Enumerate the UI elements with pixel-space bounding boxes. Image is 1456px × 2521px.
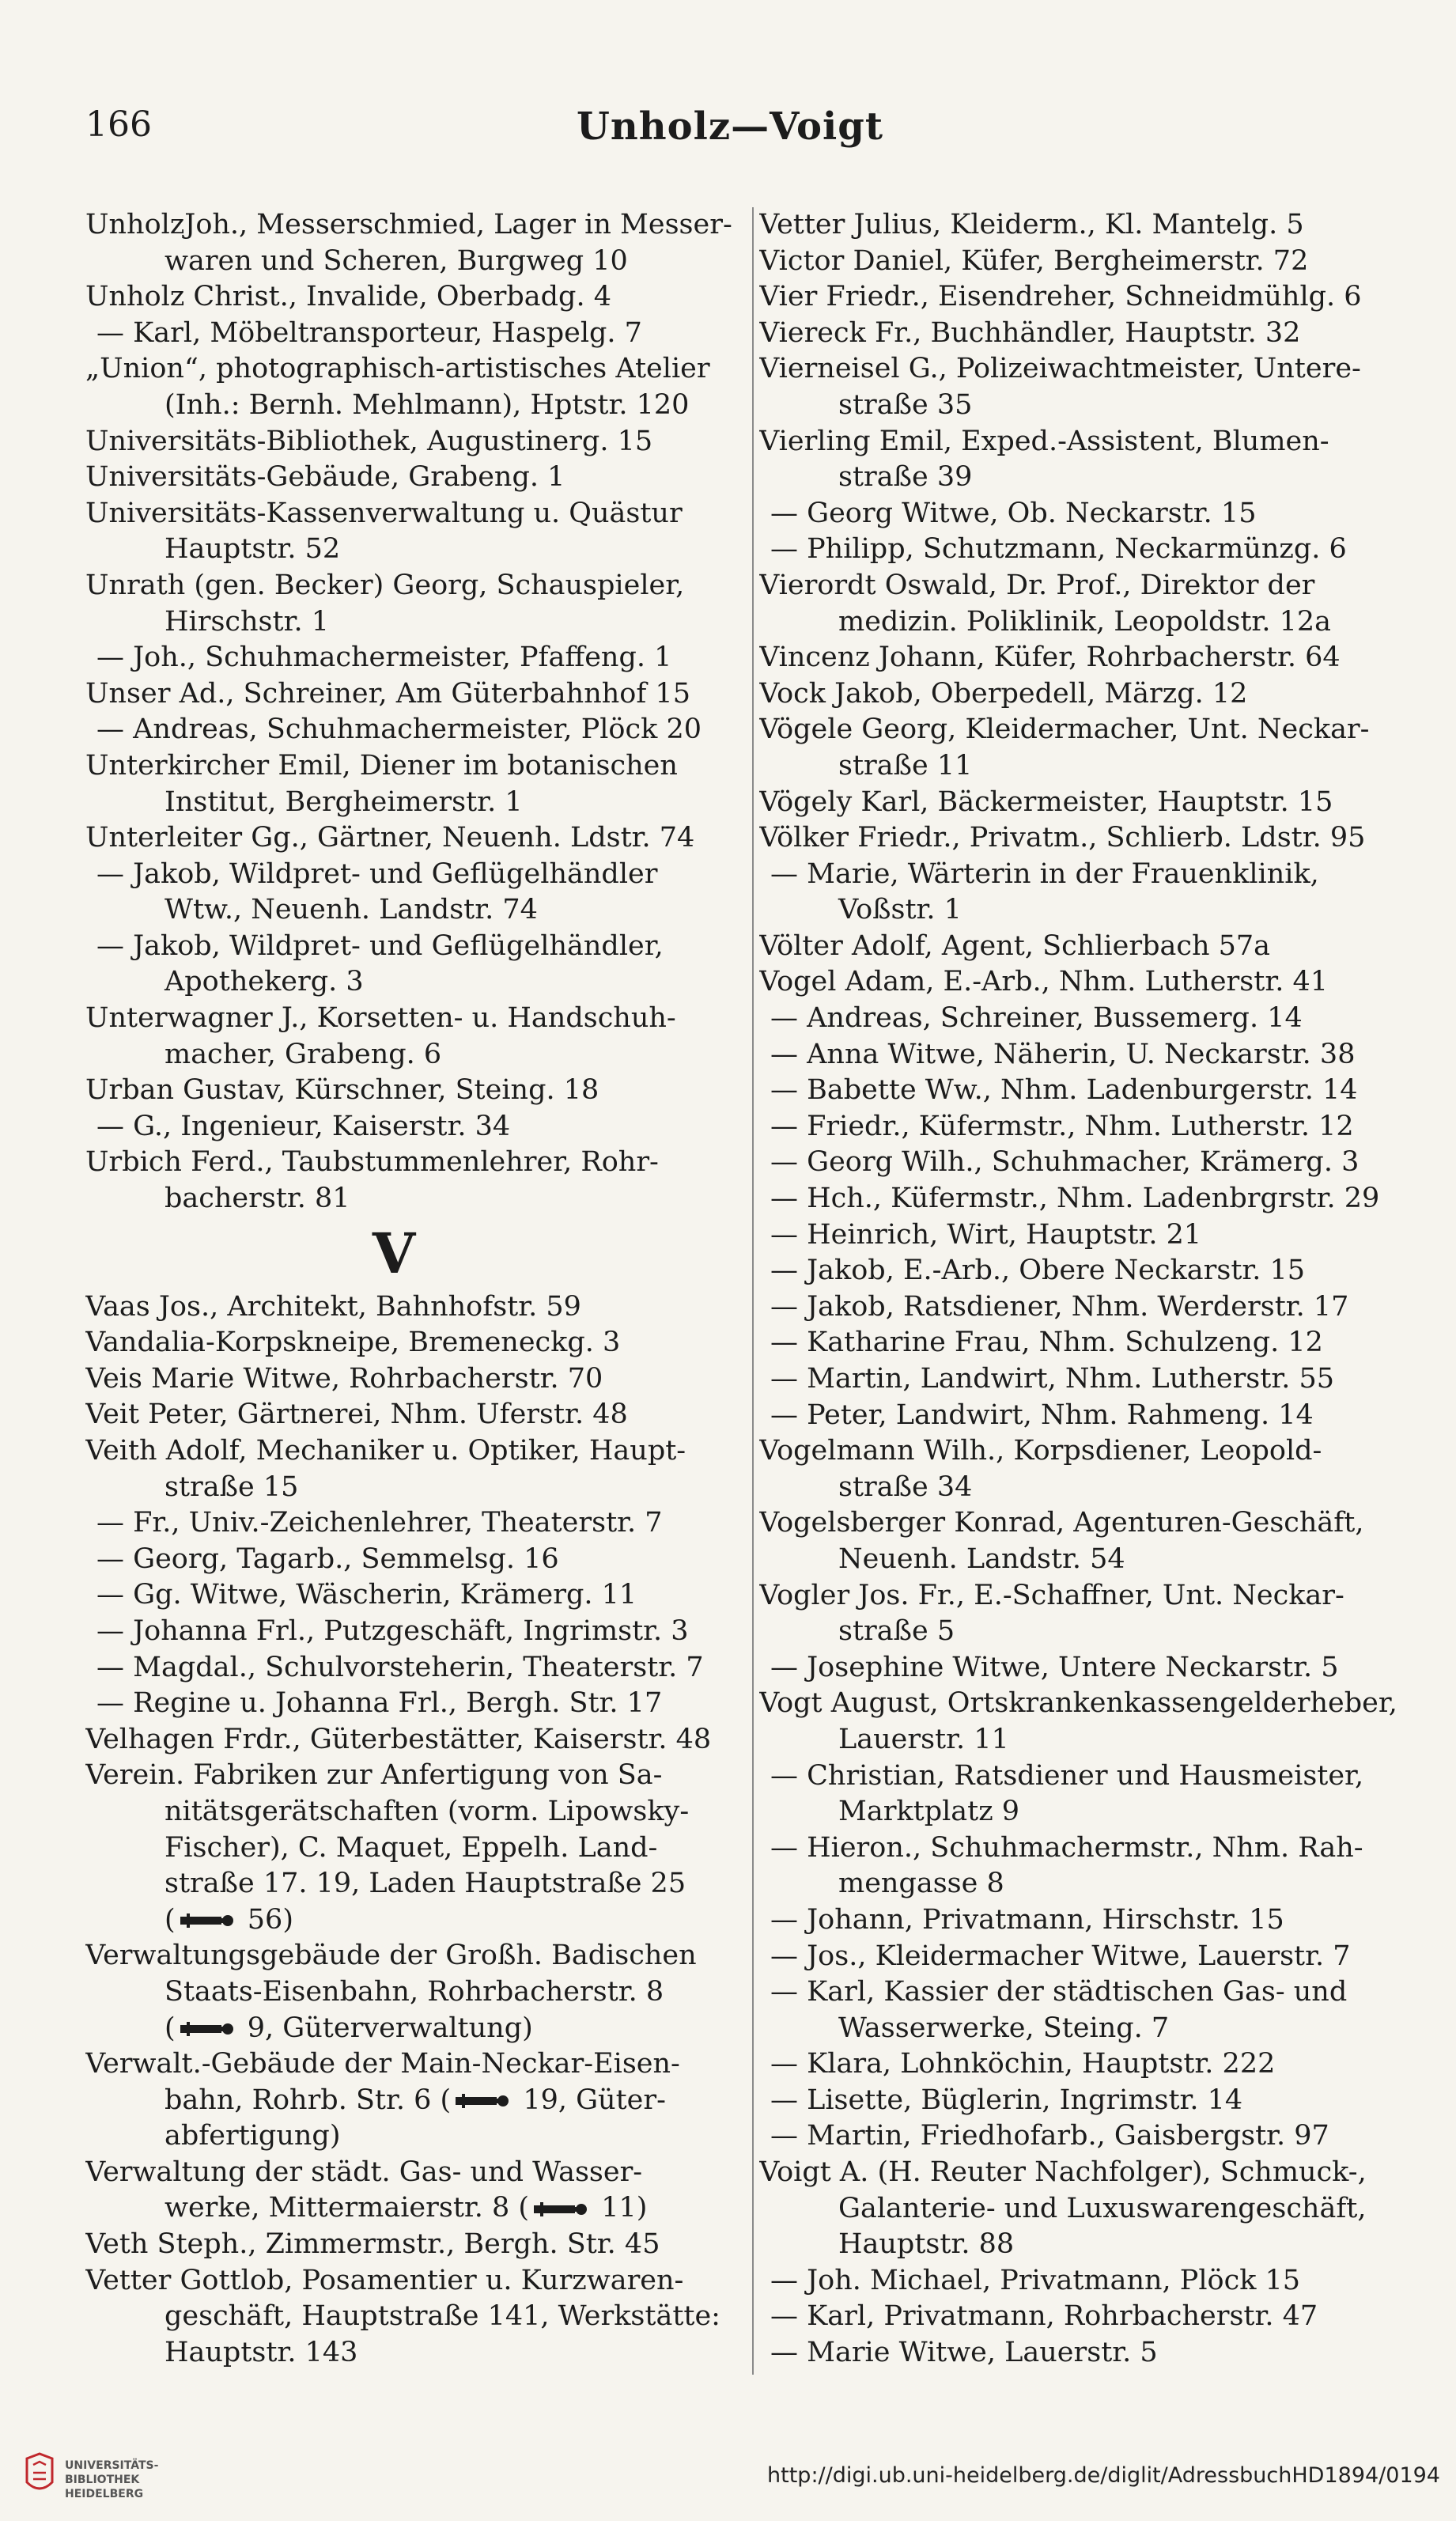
directory-entry: — Heinrich, Wirt, Hauptstr. 21: [770, 1218, 1202, 1251]
directory-entry: Veis Marie Witwe, Rohrbacherstr. 70: [85, 1362, 603, 1395]
entry-continuation: Staats-Eisenbahn, Rohrbacherstr. 8: [165, 1975, 664, 2008]
entry-continuation: macher, Grabeng. 6: [165, 1038, 442, 1070]
entry-continuation: (Inh.: Bernh. Mehlmann), Hptstr. 120: [165, 388, 690, 421]
directory-entry: Völter Adolf, Agent, Schlierbach 57a: [759, 929, 1271, 962]
directory-entry: Völker Friedr., Privatm., Schlierb. Ldstr. 95: [759, 822, 1366, 854]
directory-entry: — Johann, Privatmann, Hirschstr. 15: [770, 1903, 1284, 1936]
directory-entry: Unrath (gen. Becker) Georg, Schauspieler,: [85, 569, 685, 601]
directory-entry: — Regine u. Johanna Frl., Bergh. Str. 17: [96, 1687, 663, 1720]
directory-entry: — Georg, Tagarb., Semmelsg. 16: [96, 1543, 559, 1575]
directory-entry: Vier Friedr., Eisendreher, Schneidmühlg. 6: [759, 281, 1362, 313]
directory-entry: Victor Daniel, Küfer, Bergheimerstr. 72: [759, 244, 1309, 277]
directory-entry: — Jos., Kleidermacher Witwe, Lauerstr. 7: [770, 1940, 1351, 1972]
directory-entry: — Jakob, E.-Arb., Obere Neckarstr. 15: [770, 1255, 1306, 1287]
entry-continuation: straße 17. 19, Laden Hauptstraße 25: [165, 1868, 686, 1900]
directory-entry: — Hch., Küfermstr., Nhm. Ladenbrgrstr. 29: [770, 1183, 1380, 1215]
directory-entry: Veit Peter, Gärtnerei, Nhm. Uferstr. 48: [85, 1399, 628, 1431]
directory-entry: Urban Gustav, Kürschner, Steing. 18: [85, 1074, 599, 1107]
source-url[interactable]: http://digi.ub.uni-heidelberg.de/diglit/AdressbuchHD1894/0194: [767, 2463, 1440, 2488]
entry-continuation: Apothekerg. 3: [165, 966, 364, 998]
entry-continuation: Hauptstr. 88: [838, 2228, 1015, 2261]
directory-entry: — Philipp, Schutzmann, Neckarmünzg. 6: [770, 533, 1347, 566]
logo-text: UNIVERSITÄTS- BIBLIOTHEK HEIDELBERG: [65, 2459, 159, 2500]
directory-entry: Vogel Adam, E.-Arb., Nhm. Lutherstr. 41: [759, 966, 1328, 998]
directory-entry: Unterleiter Gg., Gärtner, Neuenh. Ldstr. 74: [85, 822, 695, 854]
directory-entry: Veith Adolf, Mechaniker u. Optiker, Haupt-: [85, 1435, 686, 1467]
section-letter: V: [372, 1220, 416, 1286]
entry-continuation: straße 39: [838, 461, 973, 494]
directory-entry: — Karl, Kassier der städtischen Gas- und: [770, 1976, 1348, 2008]
directory-entry: — Jakob, Ratsdiener, Nhm. Werderstr. 17: [770, 1290, 1349, 1323]
entry-continuation: medizin. Poliklinik, Leopoldstr. 12a: [838, 605, 1331, 638]
directory-entry: UnholzJoh., Messerschmied, Lager in Messer-: [85, 209, 732, 240]
directory-entry: Verein. Fabriken zur Anfertigung von Sa-: [85, 1759, 663, 1792]
right-column: [759, 207, 1424, 2371]
entry-continuation: bacherstr. 81: [165, 1183, 350, 1215]
directory-entry: — Friedr., Küfermstr., Nhm. Lutherstr. 12: [770, 1110, 1354, 1142]
directory-entry: — Peter, Landwirt, Nhm. Rahmeng. 14: [770, 1399, 1314, 1431]
directory-entry: — Johanna Frl., Putzgeschäft, Ingrimstr. 3: [96, 1614, 689, 1647]
page-header: [85, 104, 1375, 152]
directory-entry: Velhagen Frdr., Güterbestätter, Kaiserstr. 48: [85, 1723, 712, 1755]
entry-continuation: straße 35: [838, 388, 973, 421]
directory-entry: Vandalia-Korpskneipe, Bremeneckg. 3: [85, 1327, 621, 1359]
entry-continuation: Fischer), C. Maquet, Eppelh. Land-: [165, 1831, 658, 1864]
footer: [0, 2436, 1456, 2521]
directory-entry: Vögely Karl, Bäckermeister, Hauptstr. 15: [759, 785, 1333, 818]
directory-entry: — Fr., Univ.-Zeichenlehrer, Theaterstr. 7: [96, 1507, 663, 1539]
directory-entry: Urbich Ferd., Taubstummenlehrer, Rohr-: [85, 1146, 659, 1179]
entry-continuation: Lauerstr. 11: [838, 1723, 1009, 1755]
entry-continuation: bahn, Rohrb. Str. 6 ( 19, Güter-: [165, 2084, 666, 2116]
entry-continuation: straße 5: [838, 1615, 955, 1648]
entry-continuation: werke, Mittermaierstr. 8 ( 11): [165, 2192, 648, 2224]
page-number: 166: [85, 104, 152, 145]
directory-entry: — Martin, Landwirt, Nhm. Lutherstr. 55: [770, 1363, 1335, 1395]
railway-sign-icon: [454, 2092, 511, 2110]
directory-entry: — Jakob, Wildpret- und Geflügelhändler: [96, 857, 658, 890]
directory-entry: Vincenz Johann, Küfer, Rohrbacherstr. 64: [759, 642, 1341, 674]
directory-entry: Veth Steph., Zimmermstr., Bergh. Str. 45: [85, 2228, 660, 2261]
directory-entry: — Gg. Witwe, Wäscherin, Krämerg. 11: [96, 1579, 637, 1611]
library-logo[interactable]: [16, 2444, 253, 2508]
directory-entry: Vierordt Oswald, Dr. Prof., Direktor der: [759, 569, 1315, 601]
entry-continuation: Voßstr. 1: [838, 894, 962, 926]
entry-continuation: Wtw., Neuenh. Landstr. 74: [165, 894, 538, 926]
directory-entry: — Hieron., Schuhmachermstr., Nhm. Rah-: [770, 1831, 1363, 1864]
directory-entry: Vogler Jos. Fr., E.-Schaffner, Unt. Neckar-: [759, 1579, 1344, 1611]
directory-entry: Vogt August, Ortskrankenkassengelderheber,: [759, 1687, 1397, 1720]
entry-continuation: straße 34: [838, 1471, 973, 1503]
entry-continuation: mengasse 8: [838, 1868, 1004, 1900]
entry-continuation: straße 11: [838, 749, 973, 782]
column-divider: [752, 207, 754, 2375]
directory-entry: — Marie, Wärterin in der Frauenklinik,: [770, 857, 1319, 890]
directory-entry: — Anna Witwe, Näherin, U. Neckarstr. 38: [770, 1038, 1356, 1070]
directory-entry: Vetter Julius, Kleiderm., Kl. Mantelg. 5: [759, 209, 1304, 240]
directory-entry: — Babette Ww., Nhm. Ladenburgerstr. 14: [770, 1074, 1358, 1107]
entry-continuation: Hauptstr. 143: [165, 2336, 358, 2368]
directory-entry: — Marie Witwe, Lauerstr. 5: [770, 2337, 1158, 2369]
directory-entry: Vierneisel G., Polizeiwachtmeister, Untere-: [759, 353, 1361, 385]
directory-entry: — Lisette, Büglerin, Ingrimstr. 14: [770, 2084, 1243, 2116]
directory-entry: — G., Ingenieur, Kaiserstr. 34: [96, 1110, 511, 1142]
directory-entry: — Andreas, Schreiner, Bussemerg. 14: [770, 1002, 1303, 1035]
directory-entry: Universitäts-Bibliothek, Augustinerg. 15: [85, 425, 653, 457]
directory-entry: — Karl, Möbeltransporteur, Haspelg. 7: [96, 316, 642, 349]
directory-entry: Unterkircher Emil, Diener im botanischen: [85, 749, 678, 782]
entry-continuation: ( 9, Güterverwaltung): [165, 2012, 533, 2044]
entry-continuation: Galanterie- und Luxuswarengeschäft,: [838, 2192, 1367, 2224]
entry-continuation: Wasserwerke, Steing. 7: [838, 2012, 1170, 2044]
directory-entry: Vock Jakob, Oberpedell, Märzg. 12: [759, 677, 1248, 710]
directory-entry: — Andreas, Schuhmachermeister, Plöck 20: [96, 714, 702, 746]
directory-entry: Unser Ad., Schreiner, Am Güterbahnhof 15: [85, 677, 690, 710]
directory-entry: — Jakob, Wildpret- und Geflügelhändler,: [96, 929, 664, 962]
directory-entry: Voigt A. (H. Reuter Nachfolger), Schmuck-,: [759, 2156, 1367, 2189]
entry-continuation: nitätsgerätschaften (vorm. Lipowsky-: [165, 1795, 690, 1827]
directory-entry: Viereck Fr., Buchhändler, Hauptstr. 32: [759, 316, 1301, 349]
directory-entry: Universitäts-Gebäude, Grabeng. 1: [85, 461, 565, 494]
railway-sign-icon: [179, 2020, 236, 2038]
library-seal-icon: [22, 2451, 57, 2498]
railway-sign-icon: [179, 1912, 236, 1929]
directory-entry: — Martin, Friedhofarb., Gaisbergstr. 97: [770, 2120, 1329, 2152]
entry-continuation: ( 56): [165, 1903, 293, 1936]
directory-entry: Universitäts-Kassenverwaltung u. Quästur: [85, 497, 683, 529]
entry-continuation: Institut, Bergheimerstr. 1: [165, 785, 523, 818]
directory-entry: Vogelmann Wilh., Korpsdiener, Leopold-: [759, 1435, 1322, 1467]
entry-continuation: Hirschstr. 1: [165, 605, 329, 638]
directory-entry: — Georg Witwe, Ob. Neckarstr. 15: [770, 497, 1257, 529]
entry-continuation: waren und Scheren, Burgweg 10: [165, 244, 628, 277]
directory-entry: Vetter Gottlob, Posamentier u. Kurzwaren-: [85, 2264, 684, 2296]
directory-entry: Verwaltungsgebäude der Großh. Badischen: [85, 1940, 697, 1972]
entry-continuation: geschäft, Hauptstraße 141, Werkstätte:: [165, 2300, 720, 2333]
directory-entry: Vogelsberger Konrad, Agenturen-Geschäft,: [759, 1507, 1364, 1539]
entry-continuation: straße 15: [165, 1471, 299, 1503]
directory-entry: — Christian, Ratsdiener und Hausmeister,: [770, 1759, 1364, 1792]
directory-entry: Vögele Georg, Kleidermacher, Unt. Neckar-: [759, 714, 1370, 746]
directory-entry: — Georg Wilh., Schuhmacher, Krämerg. 3: [770, 1146, 1360, 1179]
directory-entry: „Union“, photographisch-artistisches Atelier: [85, 353, 710, 385]
railway-sign-icon: [532, 2201, 589, 2218]
directory-entry: Unholz Christ., Invalide, Oberbadg. 4: [85, 281, 611, 313]
directory-entry: — Joh., Schuhmachermeister, Pfaffeng. 1: [96, 642, 672, 674]
directory-entry: — Josephine Witwe, Untere Neckarstr. 5: [770, 1651, 1339, 1683]
left-column: [85, 207, 750, 2371]
directory-entry: — Katharine Frau, Nhm. Schulzeng. 12: [770, 1327, 1323, 1359]
directory-entry: Verwaltung der städt. Gas- und Wasser-: [85, 2156, 643, 2188]
directory-entry: Vaas Jos., Architekt, Bahnhofstr. 59: [85, 1290, 581, 1323]
entry-continuation: Marktplatz 9: [838, 1796, 1020, 1828]
directory-entry: — Klara, Lohnköchin, Hauptstr. 222: [770, 2048, 1276, 2080]
entry-continuation: abfertigung): [165, 2120, 341, 2152]
directory-entry: Unterwagner J., Korsetten- u. Handschuh-: [85, 1002, 676, 1035]
entry-continuation: Neuenh. Landstr. 54: [838, 1543, 1125, 1575]
directory-entry: — Joh. Michael, Privatmann, Plöck 15: [770, 2264, 1301, 2296]
directory-entry: Vierling Emil, Exped.-Assistent, Blumen-: [759, 425, 1329, 457]
directory-entry: — Karl, Privatmann, Rohrbacherstr. 47: [770, 2300, 1318, 2333]
directory-entry: — Magdal., Schulvorsteherin, Theaterstr. 7: [96, 1651, 704, 1683]
entry-continuation: Hauptstr. 52: [165, 533, 341, 566]
page-title: Unholz—Voigt: [577, 104, 883, 149]
directory-entry: Verwalt.-Gebäude der Main-Neckar-Eisen-: [85, 2048, 680, 2080]
